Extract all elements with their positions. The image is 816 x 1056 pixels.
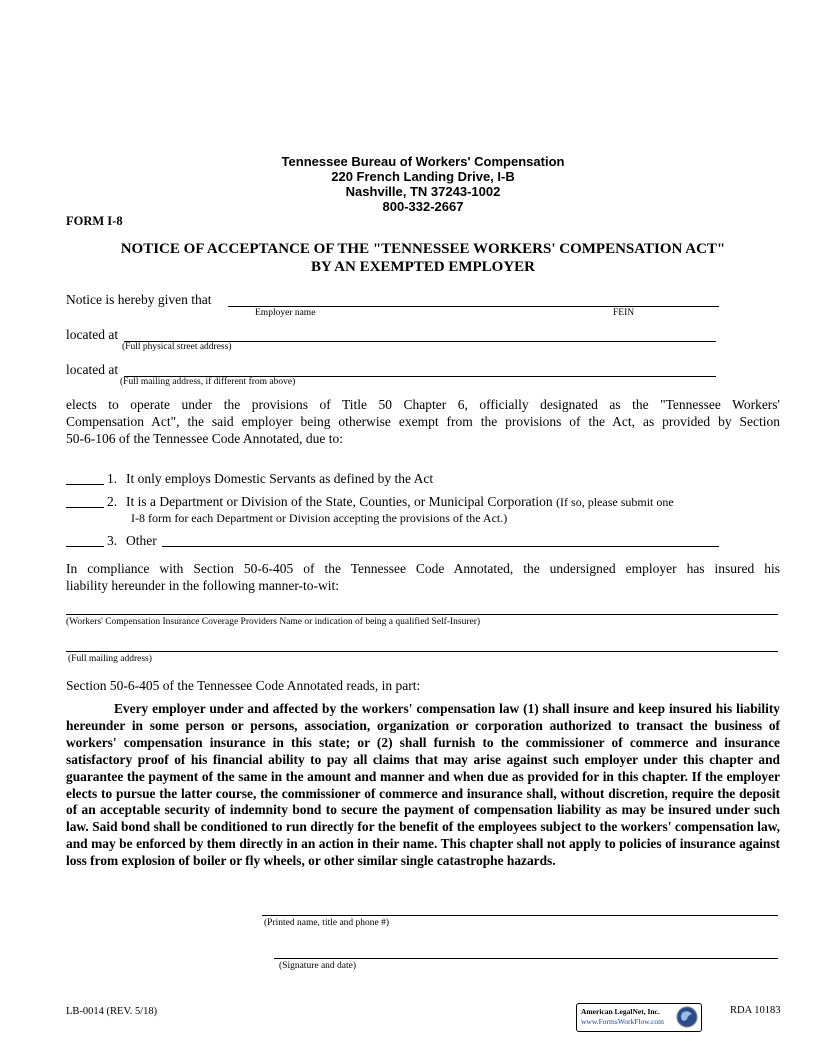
insurer-mailing-caption: (Full mailing address) (68, 654, 152, 664)
mailing-address-caption: (Full mailing address, if different from above) (120, 377, 296, 387)
agency-phone: 800-332-2667 (382, 199, 464, 214)
option-2-number: 2. (107, 494, 118, 509)
option-2-note: (If so, please submit one (556, 495, 674, 509)
rda-number: RDA 10183 (730, 1005, 781, 1016)
printed-name-field[interactable] (262, 915, 778, 916)
agency-address-line1: 220 French Landing Drive, I-B (331, 169, 515, 184)
insurer-caption: (Workers' Compensation Insurance Coverage Providers Name or indication of being a qualified Self-Insurer) (66, 617, 481, 627)
notice-prefix: Notice is hereby given that (66, 292, 212, 307)
option-3-text: Other (126, 533, 157, 548)
form-id: FORM I-8 (66, 214, 123, 228)
employer-name-field[interactable] (228, 290, 568, 307)
option-3-number: 3. (107, 533, 118, 548)
logo-website: www.FormsWorkFlow.com (581, 1017, 665, 1026)
section-intro: Section 50-6-405 of the Tennessee Code Annotated reads, in part: (66, 678, 421, 693)
form-code (66, 1006, 157, 1017)
physical-address-field[interactable] (124, 325, 716, 342)
insurer-field[interactable] (66, 597, 778, 614)
elects-line2: Compensation Act", the said employer being otherwise exempt from the provisions of the Act, as provided by Section (66, 414, 780, 429)
physical-address-caption: (Full physical street address) (122, 342, 232, 352)
agency-name: Tennessee Bureau of Workers' Compensation (281, 154, 565, 169)
statute-text: Every employer under and affected by the workers' compensation law (1) shall insure and keep insured his liability hereunder in some person or persons, association, organization or corporation authorized to transact the business of workers' compensation insurance in this state; or (2) shall furnish to the commissioner of commerce and insurance satisfactory proof of his financial ability to pay all claims that may arise against such employer under this chapter and guarantee the payment of the same in the amount and manner and when due as provided for in this chapter. If the employer elects to pursue the latter course, the commissioner of commerce and insurance shall, without discretion, require the deposit of an acceptable security of indemnity bond to secure the payment of compensation liability as may be insured under such law. Said bond shall be conditioned to run directly for the benefit of the employees subject to the workers' compensation law, and may be enforced by them directly in an action in their name. This chapter shall not apply to policies of insurance against loss from explosion of boiler or fly wheels, or other similar single catastrophe hazards. (66, 701, 780, 869)
elects-line3: 50-6-106 of the Tennessee Code Annotated, due to: (66, 431, 343, 446)
agency-address-line2: Nashville, TN 37243-1002 (345, 184, 501, 199)
option-1-number: 1. (107, 471, 118, 486)
printed-name-caption: (Printed name, title and phone #) (264, 918, 390, 928)
option-2-text (126, 493, 674, 511)
mailing-address-field[interactable] (124, 360, 716, 377)
form-title-line2: BY AN EXEMPTED EMPLOYER (310, 259, 536, 275)
logo-company: American LegalNet, Inc. (581, 1007, 660, 1016)
globe-icon (675, 1005, 699, 1029)
insurer-mailing-underline (66, 651, 778, 652)
american-legalnet-logo[interactable] (576, 1003, 702, 1032)
option-2-main: It is a Department or Division of the State, Counties, or Municipal Corporation (126, 494, 553, 509)
insurer-underline (66, 614, 778, 615)
compliance-line2: liability hereunder in the following manner-to-wit: (66, 578, 340, 593)
fein-label: FEIN (613, 308, 635, 318)
option-2-blank[interactable] (66, 507, 104, 508)
insurer-mailing-field[interactable] (66, 634, 778, 651)
located-at-physical-prefix: located at (66, 327, 119, 342)
other-explanation-field[interactable] (162, 546, 719, 547)
employer-name-label: Employer name (255, 308, 316, 318)
form-code-value: LB-0014 (66, 1006, 104, 1017)
option-1-text: It only employs Domestic Servants as defined by the Act (126, 471, 434, 486)
compliance-line1: In compliance with Section 50-6-405 of the Tennessee Code Annotated, the undersigned employer has insured his (66, 561, 780, 576)
signature-field[interactable] (274, 958, 778, 959)
option-1-blank[interactable] (66, 484, 104, 485)
signature-caption: (Signature and date) (279, 961, 357, 971)
located-at-mailing-prefix: located at (66, 362, 119, 377)
form-title-line1: NOTICE OF ACCEPTANCE OF THE "TENNESSEE WORKERS' COMPENSATION ACT" (120, 241, 726, 257)
option-3-blank[interactable] (66, 546, 104, 547)
option-2-note-line2: I-8 form for each Department or Division accepting the provisions of the Act.) (131, 511, 508, 525)
elects-line1: elects to operate under the provisions of Title 50 Chapter 6, officially designated as the "Tennessee Workers' (66, 397, 780, 412)
fein-field[interactable] (575, 290, 718, 307)
form-revision: (REV. 5/18) (106, 1006, 158, 1017)
employer-fein-underline (228, 306, 719, 307)
